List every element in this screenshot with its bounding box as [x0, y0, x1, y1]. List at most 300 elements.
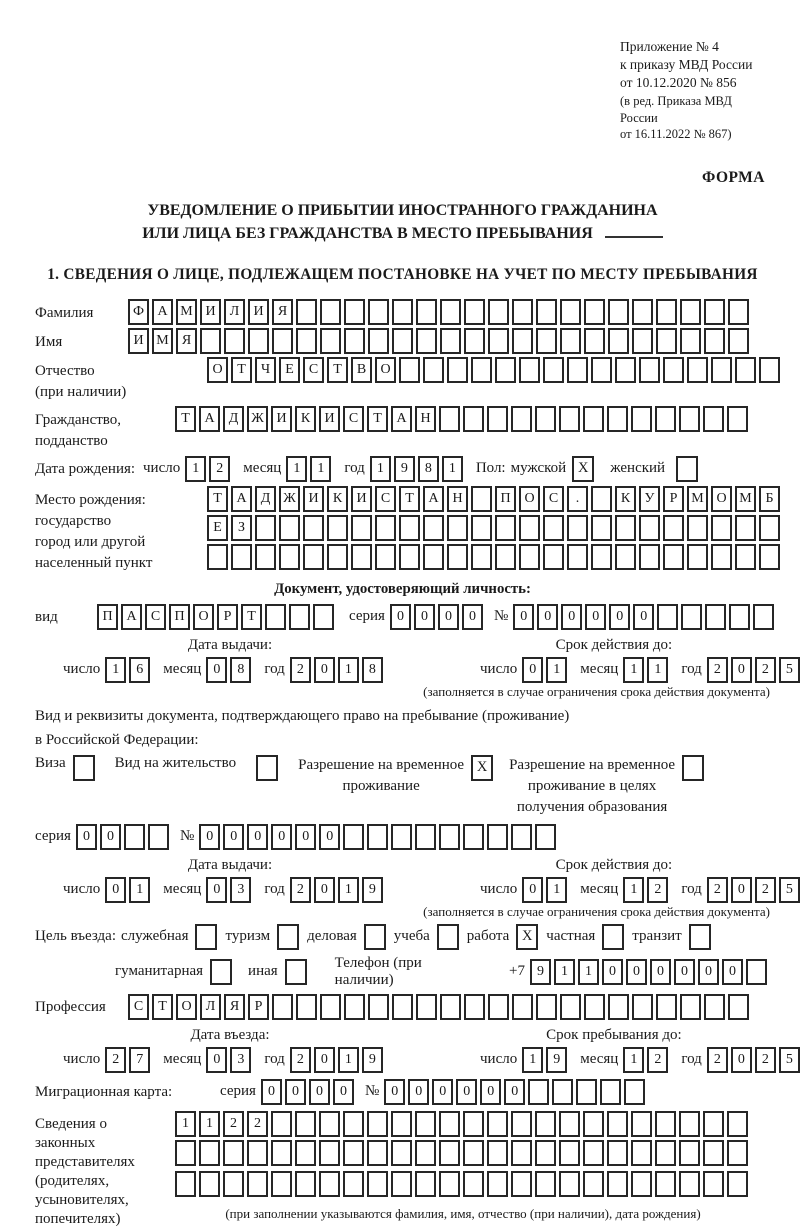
char-cell[interactable]	[440, 994, 461, 1020]
char-cell[interactable]	[559, 1111, 580, 1137]
char-cell[interactable]	[247, 1171, 268, 1197]
char-cell[interactable]: 0	[105, 877, 126, 903]
char-cell[interactable]	[655, 406, 676, 432]
char-cell[interactable]: М	[176, 299, 197, 325]
char-cell[interactable]	[495, 515, 516, 541]
char-cell[interactable]	[607, 1171, 628, 1197]
char-cell[interactable]	[399, 357, 420, 383]
char-cell[interactable]	[735, 357, 756, 383]
char-cell[interactable]: Р	[217, 604, 238, 630]
char-cell[interactable]	[631, 1140, 652, 1166]
char-cell[interactable]	[679, 406, 700, 432]
char-cell[interactable]	[727, 1171, 748, 1197]
char-cell[interactable]: А	[391, 406, 412, 432]
char-cell[interactable]	[392, 994, 413, 1020]
char-cell[interactable]: 1	[175, 1111, 196, 1137]
char-cell[interactable]: 2	[105, 1047, 126, 1073]
char-cell[interactable]	[415, 1171, 436, 1197]
char-cell[interactable]	[759, 515, 780, 541]
char-cell[interactable]	[681, 604, 702, 630]
char-cell[interactable]: О	[193, 604, 214, 630]
char-cell[interactable]: Я	[224, 994, 245, 1020]
char-cell[interactable]: 1	[338, 1047, 359, 1073]
char-cell[interactable]	[584, 299, 605, 325]
char-cell[interactable]: 1	[442, 456, 463, 482]
purpose-business-checkbox[interactable]	[364, 924, 386, 950]
char-cell[interactable]: 0	[731, 657, 752, 683]
char-cell[interactable]	[296, 994, 317, 1020]
char-cell[interactable]	[423, 544, 444, 570]
char-cell[interactable]: 0	[432, 1079, 453, 1105]
char-cell[interactable]: П	[169, 604, 190, 630]
char-cell[interactable]	[567, 544, 588, 570]
char-cell[interactable]: 9	[546, 1047, 567, 1073]
char-cell[interactable]: 2	[647, 877, 668, 903]
char-cell[interactable]: И	[303, 486, 324, 512]
char-cell[interactable]: 0	[247, 824, 268, 850]
char-cell[interactable]: 6	[129, 657, 150, 683]
char-cell[interactable]: И	[351, 486, 372, 512]
char-cell[interactable]: 0	[314, 877, 335, 903]
char-cell[interactable]: 0	[626, 959, 647, 985]
char-cell[interactable]	[703, 1171, 724, 1197]
char-cell[interactable]: М	[152, 328, 173, 354]
char-cell[interactable]	[271, 1140, 292, 1166]
char-cell[interactable]	[148, 824, 169, 850]
char-cell[interactable]	[439, 1171, 460, 1197]
char-cell[interactable]	[559, 1171, 580, 1197]
char-cell[interactable]: О	[711, 486, 732, 512]
char-cell[interactable]	[313, 604, 334, 630]
char-cell[interactable]	[255, 515, 276, 541]
char-cell[interactable]	[488, 299, 509, 325]
char-cell[interactable]	[655, 1140, 676, 1166]
char-cell[interactable]	[512, 299, 533, 325]
char-cell[interactable]	[375, 544, 396, 570]
char-cell[interactable]: 2	[290, 877, 311, 903]
char-cell[interactable]	[271, 1111, 292, 1137]
char-cell[interactable]: 0	[408, 1079, 429, 1105]
char-cell[interactable]: 3	[230, 877, 251, 903]
char-cell[interactable]: А	[121, 604, 142, 630]
char-cell[interactable]	[687, 515, 708, 541]
char-cell[interactable]	[680, 328, 701, 354]
char-cell[interactable]	[367, 1111, 388, 1137]
char-cell[interactable]	[367, 824, 388, 850]
char-cell[interactable]: 9	[362, 877, 383, 903]
char-cell[interactable]	[615, 357, 636, 383]
char-cell[interactable]	[447, 544, 468, 570]
char-cell[interactable]	[656, 994, 677, 1020]
char-cell[interactable]	[591, 544, 612, 570]
char-cell[interactable]: Т	[175, 406, 196, 432]
char-cell[interactable]	[591, 486, 612, 512]
char-cell[interactable]	[423, 357, 444, 383]
char-cell[interactable]	[631, 406, 652, 432]
char-cell[interactable]	[607, 1111, 628, 1137]
char-cell[interactable]	[679, 1140, 700, 1166]
char-cell[interactable]	[680, 994, 701, 1020]
char-cell[interactable]: 0	[674, 959, 695, 985]
char-cell[interactable]: К	[615, 486, 636, 512]
char-cell[interactable]	[320, 299, 341, 325]
char-cell[interactable]: У	[639, 486, 660, 512]
char-cell[interactable]	[632, 328, 653, 354]
purpose-private-checkbox[interactable]	[602, 924, 624, 950]
char-cell[interactable]: 0	[261, 1079, 282, 1105]
char-cell[interactable]	[367, 1140, 388, 1166]
char-cell[interactable]	[368, 328, 389, 354]
char-cell[interactable]: О	[176, 994, 197, 1020]
char-cell[interactable]	[199, 1171, 220, 1197]
char-cell[interactable]: С	[375, 486, 396, 512]
char-cell[interactable]	[559, 1140, 580, 1166]
char-cell[interactable]: 8	[230, 657, 251, 683]
visa-checkbox[interactable]	[73, 755, 95, 781]
char-cell[interactable]	[471, 486, 492, 512]
char-cell[interactable]	[727, 1140, 748, 1166]
char-cell[interactable]	[680, 299, 701, 325]
char-cell[interactable]	[687, 357, 708, 383]
char-cell[interactable]	[289, 604, 310, 630]
char-cell[interactable]	[567, 515, 588, 541]
char-cell[interactable]	[272, 328, 293, 354]
char-cell[interactable]	[495, 357, 516, 383]
char-cell[interactable]: П	[495, 486, 516, 512]
char-cell[interactable]	[471, 544, 492, 570]
char-cell[interactable]	[704, 328, 725, 354]
char-cell[interactable]: Ч	[255, 357, 276, 383]
char-cell[interactable]: 0	[271, 824, 292, 850]
char-cell[interactable]	[560, 299, 581, 325]
char-cell[interactable]	[663, 357, 684, 383]
char-cell[interactable]	[295, 1140, 316, 1166]
char-cell[interactable]	[535, 1111, 556, 1137]
char-cell[interactable]: 0	[319, 824, 340, 850]
char-cell[interactable]: Е	[279, 357, 300, 383]
char-cell[interactable]: И	[200, 299, 221, 325]
char-cell[interactable]	[535, 1140, 556, 1166]
char-cell[interactable]: 0	[513, 604, 534, 630]
char-cell[interactable]: А	[423, 486, 444, 512]
char-cell[interactable]	[463, 406, 484, 432]
char-cell[interactable]	[583, 1111, 604, 1137]
char-cell[interactable]	[271, 1171, 292, 1197]
char-cell[interactable]	[624, 1079, 645, 1105]
char-cell[interactable]	[200, 328, 221, 354]
char-cell[interactable]	[415, 1111, 436, 1137]
char-cell[interactable]: Р	[248, 994, 269, 1020]
char-cell[interactable]	[528, 1079, 549, 1105]
char-cell[interactable]	[535, 1171, 556, 1197]
char-cell[interactable]	[735, 544, 756, 570]
char-cell[interactable]: 0	[285, 1079, 306, 1105]
char-cell[interactable]: 2	[707, 1047, 728, 1073]
char-cell[interactable]: 1	[310, 456, 331, 482]
char-cell[interactable]: 2	[755, 1047, 776, 1073]
char-cell[interactable]	[175, 1171, 196, 1197]
char-cell[interactable]: 0	[480, 1079, 501, 1105]
char-cell[interactable]	[559, 406, 580, 432]
char-cell[interactable]	[463, 1171, 484, 1197]
char-cell[interactable]	[535, 824, 556, 850]
char-cell[interactable]: 1	[338, 657, 359, 683]
char-cell[interactable]: 0	[722, 959, 743, 985]
char-cell[interactable]	[207, 544, 228, 570]
char-cell[interactable]	[656, 299, 677, 325]
char-cell[interactable]	[705, 604, 726, 630]
char-cell[interactable]	[607, 406, 628, 432]
char-cell[interactable]	[439, 1140, 460, 1166]
char-cell[interactable]: С	[543, 486, 564, 512]
char-cell[interactable]: 0	[731, 1047, 752, 1073]
char-cell[interactable]: 2	[647, 1047, 668, 1073]
char-cell[interactable]	[391, 824, 412, 850]
char-cell[interactable]: 0	[384, 1079, 405, 1105]
char-cell[interactable]: Т	[367, 406, 388, 432]
temp-residence-permit-checkbox[interactable]: X	[471, 755, 493, 781]
char-cell[interactable]	[687, 544, 708, 570]
char-cell[interactable]	[375, 515, 396, 541]
char-cell[interactable]	[487, 1140, 508, 1166]
char-cell[interactable]	[704, 299, 725, 325]
sex-male-checkbox[interactable]: X	[572, 456, 594, 482]
char-cell[interactable]	[552, 1079, 573, 1105]
char-cell[interactable]	[487, 824, 508, 850]
char-cell[interactable]	[471, 357, 492, 383]
char-cell[interactable]: 0	[462, 604, 483, 630]
char-cell[interactable]: К	[327, 486, 348, 512]
char-cell[interactable]: 9	[394, 456, 415, 482]
char-cell[interactable]: Т	[231, 357, 252, 383]
char-cell[interactable]	[224, 328, 245, 354]
char-cell[interactable]: 3	[230, 1047, 251, 1073]
char-cell[interactable]	[608, 994, 629, 1020]
char-cell[interactable]: 2	[290, 657, 311, 683]
char-cell[interactable]: 0	[100, 824, 121, 850]
char-cell[interactable]: 0	[309, 1079, 330, 1105]
char-cell[interactable]	[679, 1171, 700, 1197]
char-cell[interactable]: 1	[199, 1111, 220, 1137]
char-cell[interactable]: Л	[200, 994, 221, 1020]
char-cell[interactable]	[351, 544, 372, 570]
char-cell[interactable]: 0	[438, 604, 459, 630]
char-cell[interactable]: 0	[206, 1047, 227, 1073]
char-cell[interactable]: 1	[370, 456, 391, 482]
char-cell[interactable]	[512, 328, 533, 354]
char-cell[interactable]	[703, 406, 724, 432]
char-cell[interactable]: 0	[456, 1079, 477, 1105]
purpose-transit-checkbox[interactable]	[689, 924, 711, 950]
char-cell[interactable]	[247, 1140, 268, 1166]
char-cell[interactable]	[511, 824, 532, 850]
char-cell[interactable]	[231, 544, 252, 570]
char-cell[interactable]: 2	[755, 657, 776, 683]
char-cell[interactable]: 1	[286, 456, 307, 482]
char-cell[interactable]: С	[145, 604, 166, 630]
char-cell[interactable]	[265, 604, 286, 630]
char-cell[interactable]	[583, 1171, 604, 1197]
char-cell[interactable]	[536, 299, 557, 325]
char-cell[interactable]	[704, 994, 725, 1020]
char-cell[interactable]	[519, 357, 540, 383]
char-cell[interactable]	[368, 994, 389, 1020]
char-cell[interactable]	[583, 1140, 604, 1166]
char-cell[interactable]: 0	[585, 604, 606, 630]
char-cell[interactable]	[327, 515, 348, 541]
char-cell[interactable]	[248, 328, 269, 354]
char-cell[interactable]	[319, 1140, 340, 1166]
char-cell[interactable]: 1	[623, 1047, 644, 1073]
char-cell[interactable]	[728, 994, 749, 1020]
char-cell[interactable]: Н	[447, 486, 468, 512]
char-cell[interactable]: Т	[152, 994, 173, 1020]
char-cell[interactable]	[560, 328, 581, 354]
char-cell[interactable]	[639, 357, 660, 383]
char-cell[interactable]	[279, 544, 300, 570]
char-cell[interactable]: 0	[206, 877, 227, 903]
char-cell[interactable]	[536, 328, 557, 354]
char-cell[interactable]: Ж	[279, 486, 300, 512]
char-cell[interactable]: Б	[759, 486, 780, 512]
char-cell[interactable]	[543, 544, 564, 570]
char-cell[interactable]: В	[351, 357, 372, 383]
char-cell[interactable]	[735, 515, 756, 541]
char-cell[interactable]	[607, 1140, 628, 1166]
char-cell[interactable]: З	[231, 515, 252, 541]
char-cell[interactable]	[591, 357, 612, 383]
char-cell[interactable]	[440, 328, 461, 354]
char-cell[interactable]	[487, 406, 508, 432]
char-cell[interactable]	[392, 328, 413, 354]
char-cell[interactable]	[584, 328, 605, 354]
char-cell[interactable]	[439, 406, 460, 432]
char-cell[interactable]: Ж	[247, 406, 268, 432]
char-cell[interactable]: С	[303, 357, 324, 383]
char-cell[interactable]	[255, 544, 276, 570]
char-cell[interactable]	[639, 515, 660, 541]
char-cell[interactable]: А	[199, 406, 220, 432]
char-cell[interactable]	[343, 824, 364, 850]
char-cell[interactable]	[632, 299, 653, 325]
char-cell[interactable]: Н	[415, 406, 436, 432]
char-cell[interactable]	[657, 604, 678, 630]
char-cell[interactable]: 0	[504, 1079, 525, 1105]
char-cell[interactable]	[656, 328, 677, 354]
char-cell[interactable]	[464, 994, 485, 1020]
char-cell[interactable]	[511, 1111, 532, 1137]
char-cell[interactable]	[296, 299, 317, 325]
char-cell[interactable]	[391, 1111, 412, 1137]
char-cell[interactable]: 0	[698, 959, 719, 985]
char-cell[interactable]	[487, 1171, 508, 1197]
char-cell[interactable]: Я	[272, 299, 293, 325]
char-cell[interactable]	[423, 515, 444, 541]
char-cell[interactable]: 2	[707, 657, 728, 683]
char-cell[interactable]	[632, 994, 653, 1020]
char-cell[interactable]: 1	[129, 877, 150, 903]
char-cell[interactable]: 1	[623, 877, 644, 903]
char-cell[interactable]: А	[231, 486, 252, 512]
char-cell[interactable]	[567, 357, 588, 383]
char-cell[interactable]: Т	[241, 604, 262, 630]
char-cell[interactable]	[608, 328, 629, 354]
char-cell[interactable]: 0	[390, 604, 411, 630]
char-cell[interactable]	[416, 994, 437, 1020]
char-cell[interactable]	[536, 994, 557, 1020]
char-cell[interactable]: Т	[207, 486, 228, 512]
char-cell[interactable]	[391, 1140, 412, 1166]
char-cell[interactable]	[327, 544, 348, 570]
char-cell[interactable]	[631, 1171, 652, 1197]
char-cell[interactable]	[543, 515, 564, 541]
char-cell[interactable]	[711, 544, 732, 570]
char-cell[interactable]: 8	[362, 657, 383, 683]
char-cell[interactable]: 5	[779, 1047, 800, 1073]
char-cell[interactable]	[447, 357, 468, 383]
purpose-study-checkbox[interactable]	[437, 924, 459, 950]
char-cell[interactable]	[663, 544, 684, 570]
purpose-humanitarian-checkbox[interactable]	[210, 959, 232, 985]
sex-female-checkbox[interactable]	[676, 456, 698, 482]
char-cell[interactable]	[391, 1171, 412, 1197]
char-cell[interactable]	[495, 544, 516, 570]
char-cell[interactable]	[124, 824, 145, 850]
char-cell[interactable]	[655, 1111, 676, 1137]
char-cell[interactable]	[415, 824, 436, 850]
char-cell[interactable]: И	[248, 299, 269, 325]
char-cell[interactable]	[591, 515, 612, 541]
char-cell[interactable]	[279, 515, 300, 541]
char-cell[interactable]	[711, 357, 732, 383]
char-cell[interactable]	[471, 515, 492, 541]
char-cell[interactable]	[343, 1171, 364, 1197]
char-cell[interactable]	[319, 1171, 340, 1197]
char-cell[interactable]	[487, 1111, 508, 1137]
char-cell[interactable]: 1	[647, 657, 668, 683]
char-cell[interactable]	[663, 515, 684, 541]
purpose-other-checkbox[interactable]	[285, 959, 307, 985]
char-cell[interactable]: Р	[663, 486, 684, 512]
char-cell[interactable]	[584, 994, 605, 1020]
char-cell[interactable]	[583, 406, 604, 432]
char-cell[interactable]: Л	[224, 299, 245, 325]
char-cell[interactable]	[463, 1140, 484, 1166]
char-cell[interactable]	[543, 357, 564, 383]
char-cell[interactable]	[512, 994, 533, 1020]
char-cell[interactable]: О	[375, 357, 396, 383]
char-cell[interactable]	[511, 1140, 532, 1166]
char-cell[interactable]	[759, 357, 780, 383]
char-cell[interactable]: С	[343, 406, 364, 432]
char-cell[interactable]: 0	[76, 824, 97, 850]
char-cell[interactable]	[560, 994, 581, 1020]
char-cell[interactable]: 1	[578, 959, 599, 985]
char-cell[interactable]	[746, 959, 767, 985]
char-cell[interactable]	[343, 1140, 364, 1166]
char-cell[interactable]: 0	[522, 877, 543, 903]
char-cell[interactable]: 2	[755, 877, 776, 903]
char-cell[interactable]: 9	[362, 1047, 383, 1073]
char-cell[interactable]: 0	[314, 657, 335, 683]
char-cell[interactable]: 0	[602, 959, 623, 985]
char-cell[interactable]: 0	[633, 604, 654, 630]
char-cell[interactable]: Е	[207, 515, 228, 541]
char-cell[interactable]	[272, 994, 293, 1020]
char-cell[interactable]	[519, 544, 540, 570]
char-cell[interactable]	[679, 1111, 700, 1137]
char-cell[interactable]: 0	[333, 1079, 354, 1105]
